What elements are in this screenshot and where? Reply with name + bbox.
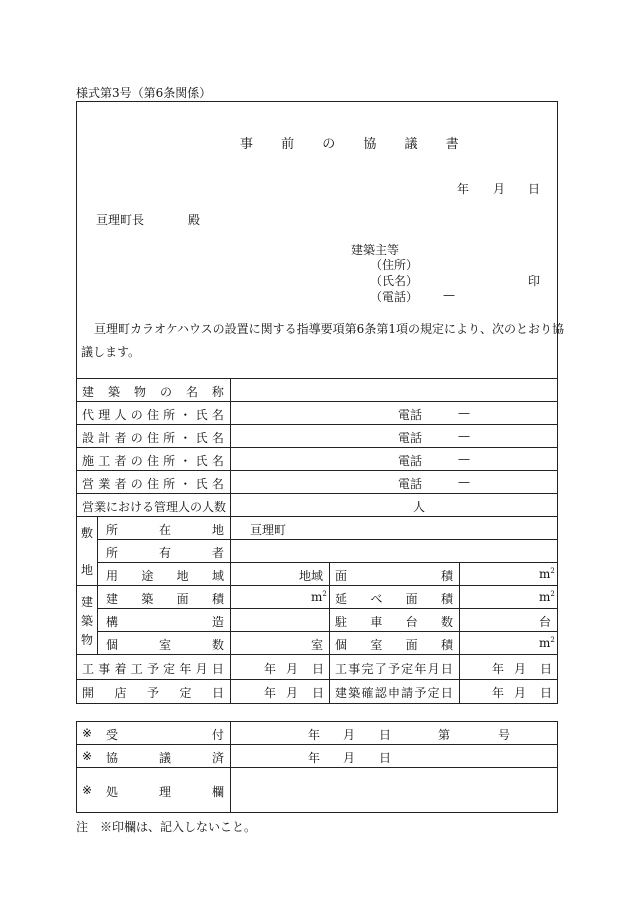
builder-phone-label: 電話 bbox=[398, 454, 423, 468]
owner-label: 所 有 者 bbox=[106, 546, 224, 560]
agent-phone-label: 電話 bbox=[398, 408, 423, 422]
confirm-day: 日 bbox=[540, 686, 553, 700]
operator-phone-label: 電話 bbox=[398, 477, 423, 491]
builder-phone-dash: — bbox=[458, 452, 470, 466]
applicant-heading: 建築主等 bbox=[351, 243, 400, 257]
received-go: 号 bbox=[498, 728, 511, 742]
completion-month: 月 bbox=[514, 662, 527, 676]
consulted-month: 月 bbox=[343, 751, 356, 765]
person-unit: 人 bbox=[413, 500, 426, 514]
building-area-unit: $m^2$ bbox=[311, 590, 327, 604]
form-number: 様式第3号（第6条関係） bbox=[76, 86, 212, 100]
body-text-line1: 亘理町カラオケハウスの設置に関する指導要項第6条第1項の規定により、次のとおり協 bbox=[94, 322, 564, 336]
floor-area-unit: $m^2$ bbox=[539, 590, 555, 604]
designer-label: 設 計 者 の 住 所 ・ 氏 名 bbox=[82, 431, 224, 445]
start-date-label: 工 事 着 工 予 定 年 月 日 bbox=[82, 662, 224, 676]
completion-year: 年 bbox=[492, 662, 505, 676]
agent-label: 代 理 人 の 住 所 ・ 氏 名 bbox=[82, 408, 224, 422]
operator-label: 営 業 者 の 住 所 ・ 氏 名 bbox=[82, 477, 224, 491]
start-year: 年 bbox=[264, 662, 277, 676]
consulted-mark: ※ bbox=[82, 749, 93, 763]
received-year: 年 bbox=[308, 728, 321, 742]
name-label: （氏名） bbox=[370, 274, 419, 288]
month-label: 月 bbox=[493, 182, 506, 196]
phone-dash: — bbox=[443, 288, 455, 302]
site-area-unit: $m^2$ bbox=[539, 567, 555, 581]
building-area-label: 建 築 面 積 bbox=[106, 592, 224, 606]
building-label: 建 築 物 bbox=[80, 595, 93, 647]
address-label: （住所） bbox=[370, 258, 419, 272]
room-area-label: 個 室 面 積 bbox=[335, 638, 453, 652]
builder-label: 施 工 者 の 住 所 ・ 氏 名 bbox=[82, 454, 224, 468]
site-label: 敷 地 bbox=[80, 526, 93, 577]
use-zone-label: 用 途 地 域 bbox=[106, 569, 224, 583]
honorific: 殿 bbox=[188, 213, 201, 227]
year-label: 年 bbox=[457, 182, 470, 196]
zone-suffix: 地域 bbox=[299, 569, 324, 583]
designer-phone-dash: — bbox=[458, 429, 470, 443]
structure-label: 構 造 bbox=[106, 615, 224, 629]
processing-label: 処 理 欄 bbox=[106, 785, 224, 799]
processing-mark: ※ bbox=[82, 783, 93, 797]
footnote: 注 ※印欄は、記入しないこと。 bbox=[76, 820, 257, 834]
addressee: 亘理町長 bbox=[96, 213, 145, 227]
floor-area-label: 延 べ 面 積 bbox=[335, 592, 453, 606]
completion-label: 工 事 完 了 予 定 年 月 日 bbox=[335, 662, 453, 676]
building-name-label: 建 築 物 の 名 称 bbox=[82, 385, 224, 399]
managers-count-label: 営業における管理人の人数 bbox=[82, 500, 227, 514]
room-count-label: 個 室 数 bbox=[106, 638, 224, 652]
phone-label: （電話） bbox=[370, 290, 419, 304]
operator-phone-dash: — bbox=[458, 475, 470, 489]
parking-unit: 台 bbox=[539, 615, 552, 629]
parking-label: 駐 車 台 数 bbox=[335, 615, 453, 629]
agent-phone-dash: — bbox=[458, 406, 470, 420]
received-mark: ※ bbox=[82, 726, 93, 740]
opening-month: 月 bbox=[286, 686, 299, 700]
day-label: 日 bbox=[528, 182, 541, 196]
body-text-line2: 議します。 bbox=[81, 345, 141, 359]
consulted-label: 協 議 済 bbox=[106, 751, 224, 765]
room-area-unit: $m^2$ bbox=[539, 636, 555, 650]
location-label: 所 在 地 bbox=[106, 523, 224, 537]
confirm-month: 月 bbox=[514, 686, 527, 700]
received-day: 日 bbox=[379, 728, 392, 742]
consulted-day: 日 bbox=[379, 751, 392, 765]
completion-day: 日 bbox=[540, 662, 553, 676]
start-month: 月 bbox=[286, 662, 299, 676]
received-label: 受 付 bbox=[106, 728, 224, 742]
room-unit: 室 bbox=[311, 638, 324, 652]
received-month: 月 bbox=[343, 728, 356, 742]
start-day: 日 bbox=[312, 662, 325, 676]
consulted-year: 年 bbox=[308, 751, 321, 765]
opening-day: 日 bbox=[312, 686, 325, 700]
opening-year: 年 bbox=[264, 686, 277, 700]
location-value: 亘理町 bbox=[250, 523, 287, 537]
designer-phone-label: 電話 bbox=[398, 431, 423, 445]
confirm-year: 年 bbox=[492, 686, 505, 700]
seal-mark: 印 bbox=[528, 274, 541, 288]
confirm-label: 建 築 確 認 申 請 予 定 日 bbox=[335, 686, 453, 700]
site-area-label: 面 積 bbox=[335, 569, 453, 583]
received-no: 第 bbox=[438, 728, 451, 742]
document-title: 事 前 の 協 議 書 bbox=[240, 137, 471, 152]
opening-date-label: 開 店 予 定 日 bbox=[82, 686, 224, 700]
